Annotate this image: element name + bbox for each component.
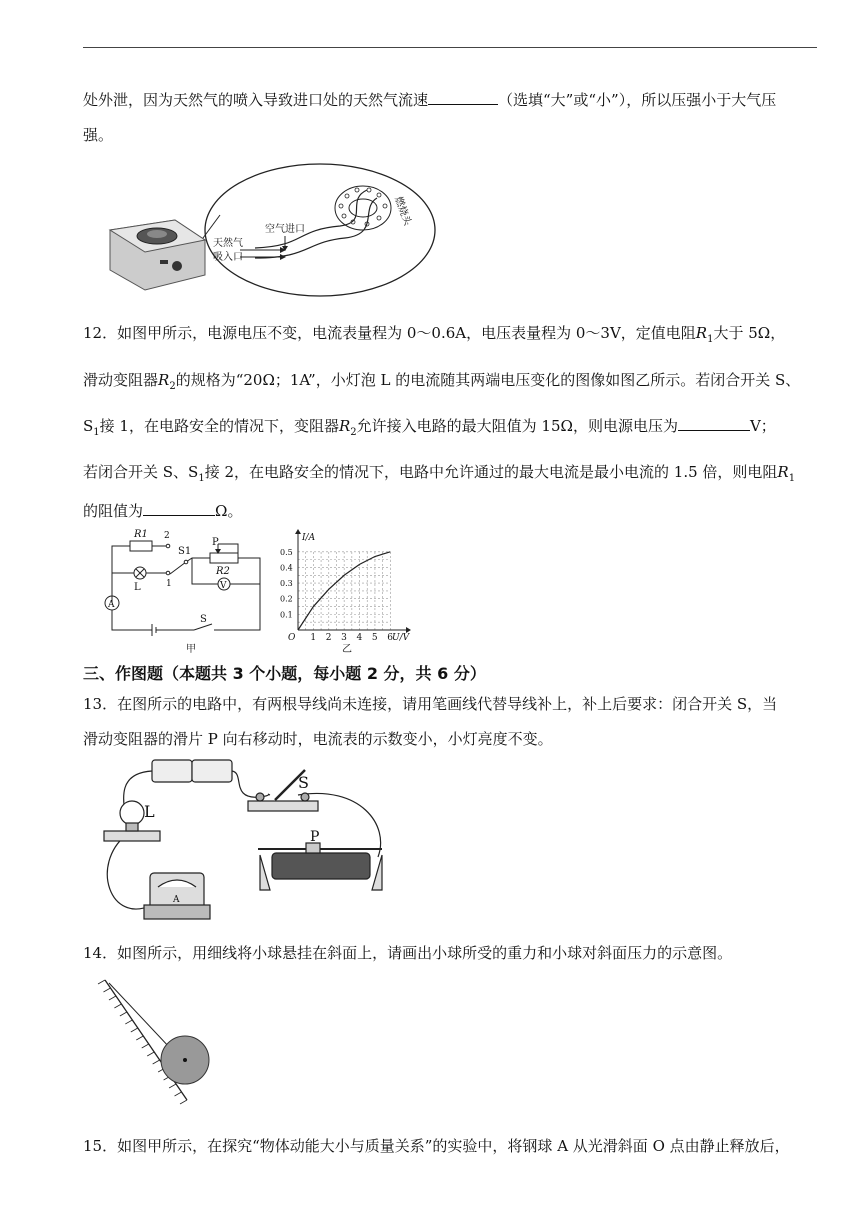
r2-sub: 2 (169, 381, 176, 392)
label-p: P (310, 829, 320, 845)
label-r1: R1 (134, 529, 148, 540)
origin-label: O (288, 633, 296, 643)
ball-center (183, 1058, 187, 1062)
label-s1: S1 (178, 546, 192, 557)
caption-jia: 甲 (186, 644, 196, 655)
x-axis-label: U/V (392, 633, 410, 643)
hatch-mark (114, 1004, 121, 1008)
q14-line1: 14．如图所示，用细线将小球悬挂在斜面上，请画出小球所受的重力和小球对斜面压力的示意图。 (83, 944, 733, 962)
q12-line5 (83, 501, 242, 521)
q12-line1 (83, 323, 785, 350)
q13-circuit-figure (100, 755, 400, 925)
q12-l1-tail: 大于 5Ω， (713, 324, 786, 342)
x-tick-label: 5 (371, 633, 378, 643)
rheostat-coil (272, 853, 370, 879)
q11-blank[interactable] (428, 90, 498, 105)
label-terminal-1: 1 (166, 579, 172, 589)
hatch-mark (180, 1100, 187, 1104)
resistor-r1 (130, 541, 152, 551)
lamp-bulb (120, 801, 144, 825)
label-gas-2: 吸入口 (213, 252, 243, 263)
wire-battery-switch (232, 771, 270, 797)
x-tick-label: 3 (341, 633, 347, 643)
r2-symbol: R (158, 371, 170, 389)
hatch-mark (175, 1092, 182, 1096)
q12-l4-tail: 接 2，在电路安全的情况下，电路中允许通过的最大电流是最小电流的 1.5 倍，则电阻 (204, 463, 778, 481)
q11-stove-figure (105, 160, 435, 300)
q12-l2-text: 滑动变阻器 (83, 371, 159, 389)
q11-line1 (83, 90, 776, 110)
r1-sub: 1 (707, 334, 714, 345)
y-tick-label: 0.2 (280, 594, 293, 604)
battery-2 (192, 760, 232, 782)
r1-symbol-2: R (777, 463, 789, 481)
battery-1 (152, 760, 192, 782)
label-air-inlet: 空气进口 (265, 224, 305, 235)
q13-line1: 13．在图所示的电路中，有两根导线尚未连接，请用笔画线代替导线补上，补上后要求：闭合开关 S，当 (83, 695, 778, 713)
q14-incline-figure (95, 975, 235, 1115)
q12-line4 (83, 462, 795, 489)
lamp-base (104, 831, 160, 841)
y-tick-label: 0.5 (280, 547, 293, 557)
r1-sub-2: 1 (788, 473, 796, 484)
q12-l2-tail: 的规格为“20Ω；1A”，小灯泡 L 的电流随其两端电压变化的图像如图乙所示。若闭合开关 S、 (175, 371, 801, 389)
label-s: S (298, 773, 309, 792)
q11-text-b: （选填“大”或“小”），所以压强小于大气压 (498, 91, 777, 109)
hatch-mark (103, 988, 110, 992)
q12-blank-resistance[interactable] (143, 501, 215, 516)
header-rule (83, 47, 817, 48)
section3-title: 三、作图题（本题共 3 个小题，每小题 2 分，共 6 分） (83, 664, 486, 683)
q12-l3-tail: 允许接入电路的最大阻值为 15Ω，则电源电压为 (356, 417, 678, 435)
label-l: L (144, 802, 155, 821)
string (109, 983, 171, 1049)
y-axis-label: I/A (302, 533, 316, 543)
label-a: A (108, 600, 115, 610)
q11-line2: 强。 (83, 126, 114, 144)
q12-l5-text: 的阻值为 (83, 502, 144, 520)
hatch-mark (120, 1012, 127, 1016)
q12-l5-unit: Ω。 (215, 502, 243, 520)
q12-circuit-jia (100, 528, 270, 653)
q13-line2: 滑动变阻器的滑片 P 向右移动时，电流表的示数变小，小灯亮度不变。 (83, 730, 553, 748)
hatch-mark (147, 1052, 154, 1056)
q11-text-a: 处外泄，因为天然气的喷入导致进口处的天然气流速 (83, 91, 429, 109)
label-gas-1: 天然气 (213, 238, 243, 249)
x-tick-label: 1 (310, 633, 317, 643)
s1-symbol-2: S (188, 463, 199, 481)
q12-l3-unit: V； (749, 417, 776, 435)
caption-yi: 乙 (342, 644, 352, 655)
q12-line2 (83, 370, 800, 397)
switch-base (248, 801, 318, 811)
hatch-mark (131, 1028, 138, 1032)
switch-s1 (170, 562, 186, 574)
zoom-ellipse (205, 164, 435, 296)
label-a: A (173, 895, 180, 905)
q12-blank-voltage[interactable] (678, 416, 750, 431)
hatch-mark (142, 1044, 149, 1048)
label-p: P (212, 537, 219, 548)
hatch-mark (169, 1084, 176, 1088)
label-v: V (220, 581, 227, 591)
y-axis-arrow (295, 529, 301, 534)
y-tick-label: 0.3 (280, 579, 293, 589)
r2-symbol-2: R (338, 417, 351, 435)
label-burner: 燃烧头 (392, 195, 413, 228)
label-r2: R2 (216, 566, 230, 577)
x-tick-label: 6 (387, 633, 394, 643)
y-tick-label: 0.4 (280, 563, 293, 573)
label-l: L (134, 582, 141, 593)
q12-l4-text: 若闭合开关 S、 (83, 463, 189, 481)
q12-l3-text: 接 1，在电路安全的情况下，变阻器 (99, 417, 339, 435)
x-tick-label: 4 (356, 633, 363, 643)
s1-sub: 1 (93, 427, 100, 438)
hatch-mark (153, 1060, 160, 1064)
s1-sub-2: 1 (198, 473, 205, 484)
gas-stove-image (110, 220, 205, 290)
r2-sub-2: 2 (350, 427, 357, 438)
hatch-mark (98, 980, 105, 984)
r1-symbol: R (695, 324, 708, 342)
rheostat-r2 (210, 553, 238, 563)
hatch-mark (125, 1020, 132, 1024)
wire-lamp-ammeter (107, 835, 152, 909)
label-terminal-2: 2 (164, 531, 170, 541)
x-tick-label: 2 (325, 633, 332, 643)
hatch-mark (136, 1036, 143, 1040)
hatch-mark (109, 996, 116, 1000)
y-tick-label: 0.1 (280, 610, 293, 620)
pipe-upper (255, 190, 367, 248)
s1-symbol: S (83, 417, 94, 435)
q15-line1: 15．如图甲所示，在探究“物体动能大小与质量关系”的实验中，将钢球 A 从光滑斜面 O 点由静止释放后， (83, 1137, 790, 1155)
q12-line3 (83, 416, 776, 443)
q12-l1-text: 12．如图甲所示，电源电压不变，电流表量程为 0～0.6A，电压表量程为 0～3V，定值电阻 (83, 324, 696, 342)
q12-iu-chart (280, 528, 420, 653)
label-s: S (200, 614, 207, 625)
